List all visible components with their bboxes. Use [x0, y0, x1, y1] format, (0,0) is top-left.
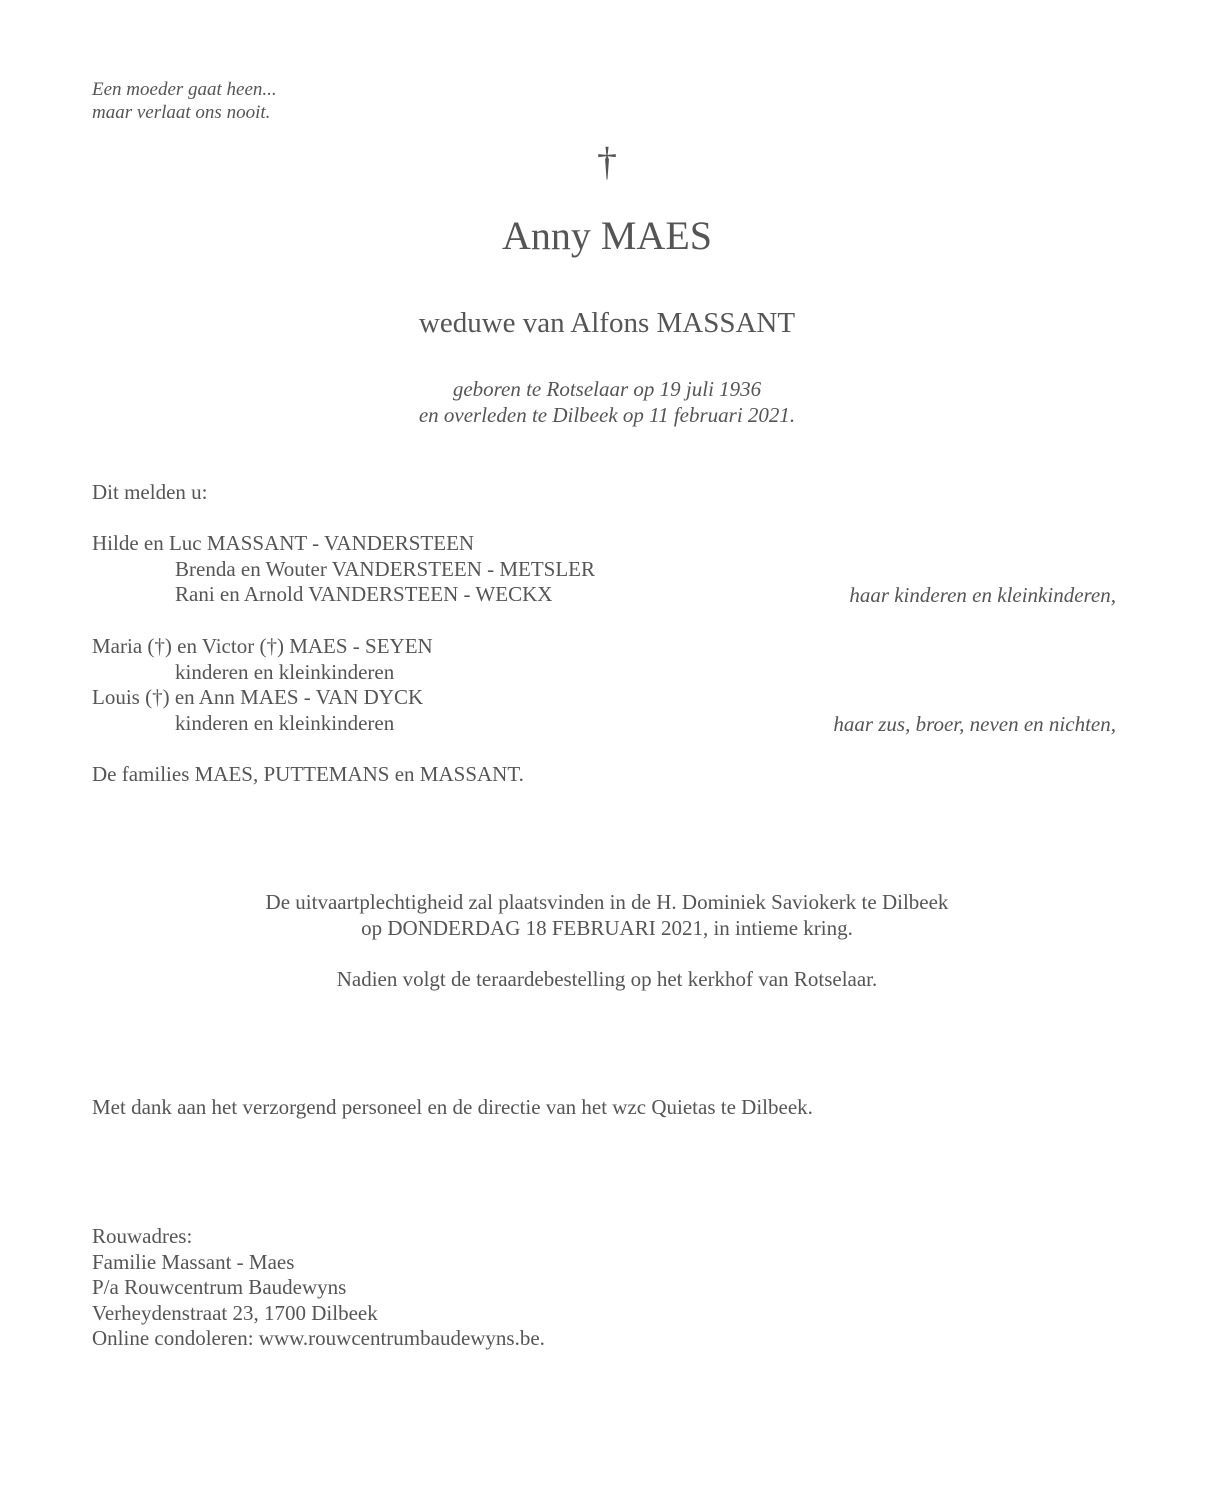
death-line: en overleden te Dilbeek op 11 februari 2021.	[418, 402, 796, 427]
opening-quote	[92, 78, 277, 124]
funeral-line-1: De uitvaartplechtigheid zal plaatsvinden in de H. Dominiek Saviokerk te Dilbeek	[265, 890, 949, 914]
address-label: Rouwadres:	[92, 1224, 193, 1248]
family-group1-sub1: Brenda en Wouter VANDERSTEEN - METSLER	[175, 557, 596, 581]
family-group2-sub1: kinderen en kleinkinderen	[175, 660, 395, 684]
family-group2-relation: haar zus, broer, neven en nichten,	[833, 712, 1116, 736]
quote-line-1: Een moeder gaat heen...	[92, 79, 277, 100]
address-line-3: Verheydenstraat 23, 1700 Dilbeek	[92, 1300, 378, 1325]
announce-intro: Dit melden u:	[92, 480, 208, 504]
address-line-2: P/a Rouwcentrum Baudewyns	[92, 1275, 347, 1299]
widow-of-line: weduwe van Alfons MASSANT	[418, 307, 796, 339]
funeral-line-2: op DONDERDAG 18 FEBRUARI 2021, in intieme kring.	[361, 915, 853, 940]
deceased-name: Anny MAES	[501, 213, 713, 258]
quote-line-2: maar verlaat ons nooit.	[92, 102, 271, 123]
mourning-address	[92, 1224, 545, 1352]
address-line-4: Online condoleren: www.rouwcentrumbaudewyns.be.	[92, 1326, 545, 1350]
family-group2-main1: Maria (†) en Victor (†) MAES - SEYEN	[92, 634, 433, 658]
families-line: De families MAES, PUTTEMANS en MASSANT.	[92, 762, 524, 786]
family-group2-sub2: kinderen en kleinkinderen	[175, 711, 395, 735]
family-group2-main2: Louis (†) en Ann MAES - VAN DYCK	[92, 685, 424, 709]
family-group1-main: Hilde en Luc MASSANT - VANDERSTEEN	[92, 531, 475, 555]
cross-symbol: †	[597, 139, 617, 184]
address-line-1: Familie Massant - Maes	[92, 1249, 295, 1274]
family-group1-sub2: Rani en Arnold VANDERSTEEN - WECKX	[175, 582, 553, 606]
birth-death-dates	[0, 377, 1214, 428]
funeral-info	[0, 890, 1214, 941]
family-group1-relation: haar kinderen en kleinkinderen,	[849, 583, 1116, 607]
thanks-line: Met dank aan het verzorgend personeel en de directie van het wzc Quietas te Dilbeek.	[92, 1095, 813, 1119]
birth-line: geboren te Rotselaar op 19 juli 1936	[452, 377, 762, 401]
burial-line: Nadien volgt de teraardebestelling op het kerkhof van Rotselaar.	[336, 967, 878, 991]
